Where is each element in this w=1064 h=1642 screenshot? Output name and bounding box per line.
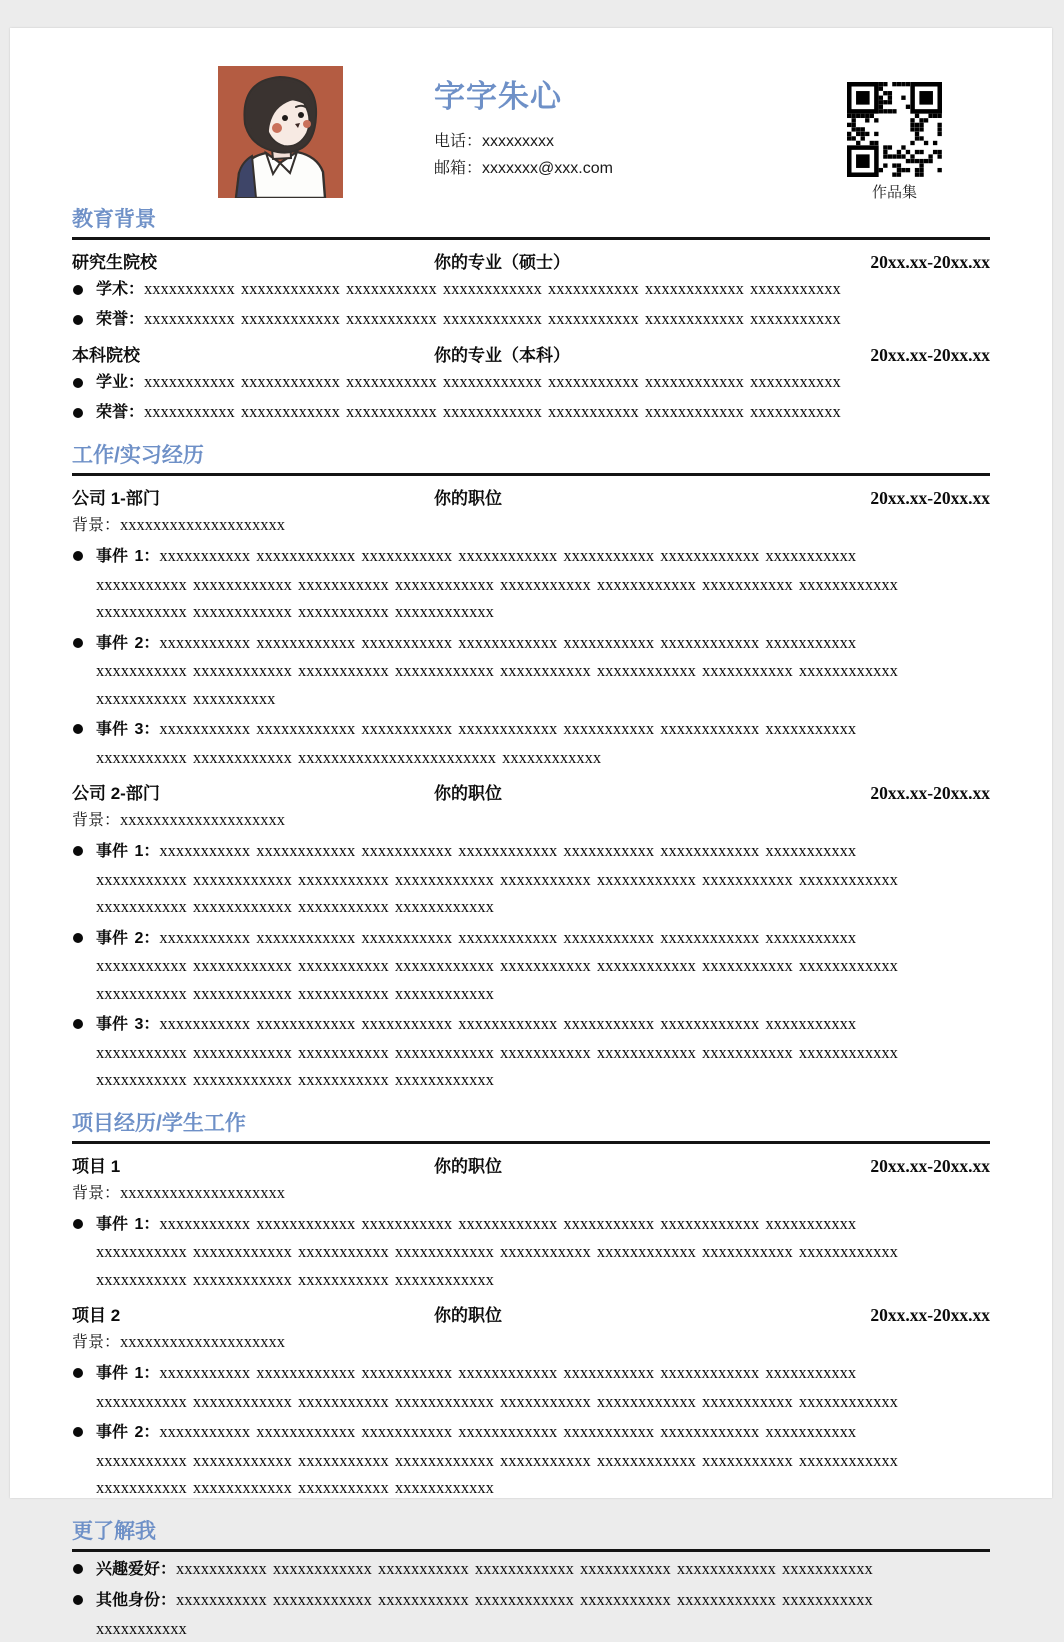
event-label: 事件 1：	[96, 1216, 159, 1233]
event-label: 事件 3：	[96, 1016, 159, 1033]
event-label: 事件 1：	[96, 1365, 159, 1382]
qr-code-icon	[847, 82, 942, 177]
education-entry-head	[72, 341, 990, 366]
major-name: 你的专业（本科）	[434, 341, 870, 366]
event-text-line: xxxxxxxxxxx xxxxxxxxxxxx xxxxxxxxxxx xxxxxxxxxxxx xxxxxxxxxxx xxxxxxxxxxxx xxxxxxxxxxx xxxxxxxxxxxx	[96, 571, 990, 599]
bullet-dot-icon	[73, 638, 83, 648]
resume-page	[10, 28, 1052, 1498]
bullet-dot-icon	[73, 1427, 83, 1437]
event-label: 事件 2：	[96, 635, 159, 652]
bullet-dot-icon	[73, 1368, 83, 1378]
phone-line	[434, 128, 613, 155]
role-name: 你的职位	[434, 484, 870, 509]
background-text: xxxxxxxxxxxxxxxxxxxx	[120, 1332, 285, 1351]
event-text-line: xxxxxxxxxxx xxxxxxxxxxxx xxxxxxxxxxx xxxxxxxxxxxx	[96, 1066, 990, 1094]
event-text: xxxxxxxxxxx xxxxxxxxxxxx xxxxxxxxxxx xxxxxxxxxxxx xxxxxxxxxxx xxxxxxxxxxxx xxxxxxxxxxx	[159, 633, 856, 652]
background-text: xxxxxxxxxxxxxxxxxxxx	[120, 810, 285, 829]
background-text: xxxxxxxxxxxxxxxxxxxx	[120, 1183, 285, 1202]
event-text: xxxxxxxxxxx xxxxxxxxxxxx xxxxxxxxxxx xxxxxxxxxxxx xxxxxxxxxxx xxxxxxxxxxxx xxxxxxxxxxx	[159, 1014, 856, 1033]
email-line	[434, 155, 613, 182]
work-entry-head	[72, 779, 990, 804]
qr-caption: 作品集	[847, 181, 942, 202]
background-line	[72, 807, 990, 834]
company-name: 公司 2-部门	[72, 779, 434, 804]
profile-photo	[218, 66, 343, 198]
background-text: xxxxxxxxxxxxxxxxxxxx	[120, 515, 285, 534]
education-bullet	[72, 399, 990, 426]
project-name: 项目 1	[72, 1152, 434, 1177]
event-label: 事件 3：	[96, 721, 159, 738]
education-bullet	[72, 369, 990, 396]
resume-content	[10, 28, 1052, 1642]
bullet-dot-icon	[73, 408, 83, 418]
bullet-dot-icon	[73, 1219, 83, 1229]
event-bullet	[72, 1010, 990, 1094]
about-label: 兴趣爱好：	[96, 1561, 176, 1578]
bullet-label: 学业：	[96, 374, 144, 391]
event-text-line: xxxxxxxxxxx xxxxxxxxxxxx xxxxxxxxxxx xxxxxxxxxxxx	[96, 980, 990, 1008]
work-entry-head	[72, 484, 990, 509]
background-line	[72, 1180, 990, 1207]
bullet-dot-icon	[73, 1564, 83, 1574]
event-text-line: xxxxxxxxxxx xxxxxxxxxxxx xxxxxxxxxxx xxxxxxxxxxxx	[96, 1474, 990, 1502]
bullet-text: xxxxxxxxxxx xxxxxxxxxxxx xxxxxxxxxxx xxxxxxxxxxxx xxxxxxxxxxx xxxxxxxxxxxx xxxxxxxxxxx	[144, 309, 841, 328]
role-name: 你的职位	[434, 1152, 870, 1177]
background-line	[72, 512, 990, 539]
bullet-text: xxxxxxxxxxx xxxxxxxxxxxx xxxxxxxxxxx xxxxxxxxxxxx xxxxxxxxxxx xxxxxxxxxxxx xxxxxxxxxxx	[144, 402, 841, 421]
event-label: 事件 1：	[96, 843, 159, 860]
company-name: 公司 1-部门	[72, 484, 434, 509]
event-text-line: xxxxxxxxxxx xxxxxxxxxx	[96, 685, 990, 713]
event-text: xxxxxxxxxxx xxxxxxxxxxxx xxxxxxxxxxx xxxxxxxxxxxx xxxxxxxxxxx xxxxxxxxxxxx xxxxxxxxxxx	[159, 1214, 856, 1233]
event-text-line: xxxxxxxxxxx xxxxxxxxxxxx xxxxxxxxxxx xxxxxxxxxxxx	[96, 598, 990, 626]
bullet-dot-icon	[73, 1019, 83, 1029]
about-label: 其他身份：	[96, 1592, 176, 1609]
event-bullet	[72, 837, 990, 921]
education-entry-head	[72, 248, 990, 273]
event-bullet	[72, 542, 990, 626]
role-name: 你的职位	[434, 779, 870, 804]
resume-header	[72, 66, 990, 190]
date-range: 20xx.xx-20xx.xx	[870, 345, 990, 366]
bullet-dot-icon	[73, 315, 83, 325]
phone-label: 电话：	[434, 133, 482, 150]
avatar-illustration-icon	[218, 66, 343, 198]
section-title-work: 工作/实习经历	[72, 439, 990, 476]
date-range: 20xx.xx-20xx.xx	[870, 252, 990, 273]
project-entry-head	[72, 1301, 990, 1326]
bullet-label: 学术：	[96, 281, 144, 298]
education-bullet	[72, 306, 990, 333]
date-range: 20xx.xx-20xx.xx	[870, 783, 990, 804]
event-text-line: xxxxxxxxxxx xxxxxxxxxxxx xxxxxxxxxxx xxxxxxxxxxxx	[96, 1266, 990, 1294]
section-title-about: 更了解我	[72, 1515, 990, 1552]
event-bullet	[72, 715, 990, 771]
about-bullet	[72, 1555, 990, 1584]
event-text: xxxxxxxxxxx xxxxxxxxxxxx xxxxxxxxxxx xxxxxxxxxxxx xxxxxxxxxxx xxxxxxxxxxxx xxxxxxxxxxx	[159, 719, 856, 738]
background-label: 背景：	[72, 517, 120, 534]
person-name: 字字朱心	[434, 80, 613, 114]
about-text-line: xxxxxxxxxxx	[96, 1615, 990, 1642]
event-text-line: xxxxxxxxxxx xxxxxxxxxxxx xxxxxxxxxxx xxxxxxxxxxxx xxxxxxxxxxx xxxxxxxxxxxx xxxxxxxxxxx xxxxxxxxxxxx	[96, 1447, 990, 1475]
portfolio-qr-block	[847, 82, 942, 202]
school-name: 本科院校	[72, 341, 434, 366]
event-bullet	[72, 629, 990, 713]
bullet-dot-icon	[73, 933, 83, 943]
bullet-dot-icon	[73, 551, 83, 561]
email-value: xxxxxxx@xxx.com	[482, 160, 613, 177]
event-bullet	[72, 1210, 990, 1294]
education-bullet	[72, 276, 990, 303]
background-label: 背景：	[72, 1185, 120, 1202]
about-bullet	[72, 1586, 990, 1642]
bullet-dot-icon	[73, 1595, 83, 1605]
event-label: 事件 2：	[96, 930, 159, 947]
event-text-line: xxxxxxxxxxx xxxxxxxxxxxx xxxxxxxxxxx xxxxxxxxxxxx xxxxxxxxxxx xxxxxxxxxxxx xxxxxxxxxxx xxxxxxxxxxxx	[96, 1388, 990, 1416]
event-text-line: xxxxxxxxxxx xxxxxxxxxxxx xxxxxxxxxxx xxxxxxxxxxxx xxxxxxxxxxx xxxxxxxxxxxx xxxxxxxxxxx xxxxxxxxxxxx	[96, 866, 990, 894]
project-name: 项目 2	[72, 1301, 434, 1326]
event-label: 事件 2：	[96, 1424, 159, 1441]
background-label: 背景：	[72, 812, 120, 829]
bullet-dot-icon	[73, 378, 83, 388]
email-label: 邮箱：	[434, 160, 482, 177]
bullet-text: xxxxxxxxxxx xxxxxxxxxxxx xxxxxxxxxxx xxxxxxxxxxxx xxxxxxxxxxx xxxxxxxxxxxx xxxxxxxxxxx	[144, 372, 841, 391]
event-text: xxxxxxxxxxx xxxxxxxxxxxx xxxxxxxxxxx xxxxxxxxxxxx xxxxxxxxxxx xxxxxxxxxxxx xxxxxxxxxxx	[159, 1422, 856, 1441]
role-name: 你的职位	[434, 1301, 870, 1326]
event-label: 事件 1：	[96, 548, 159, 565]
bullet-text: xxxxxxxxxxx xxxxxxxxxxxx xxxxxxxxxxx xxxxxxxxxxxx xxxxxxxxxxx xxxxxxxxxxxx xxxxxxxxxxx	[144, 279, 841, 298]
event-text-line: xxxxxxxxxxx xxxxxxxxxxxx xxxxxxxxxxx xxxxxxxxxxxx	[96, 893, 990, 921]
school-name: 研究生院校	[72, 248, 434, 273]
bullet-dot-icon	[73, 724, 83, 734]
event-bullet	[72, 1418, 990, 1502]
section-title-education: 教育背景	[72, 203, 990, 240]
event-text-line: xxxxxxxxxxx xxxxxxxxxxxx xxxxxxxxxxx xxxxxxxxxxxx xxxxxxxxxxx xxxxxxxxxxxx xxxxxxxxxxx xxxxxxxxxxxx	[96, 657, 990, 685]
event-text-line: xxxxxxxxxxx xxxxxxxxxxxx xxxxxxxxxxx xxxxxxxxxxxx xxxxxxxxxxx xxxxxxxxxxxx xxxxxxxxxxx xxxxxxxxxxxx	[96, 1039, 990, 1067]
event-text: xxxxxxxxxxx xxxxxxxxxxxx xxxxxxxxxxx xxxxxxxxxxxx xxxxxxxxxxx xxxxxxxxxxxx xxxxxxxxxxx	[159, 546, 856, 565]
project-entry-head	[72, 1152, 990, 1177]
bullet-dot-icon	[73, 846, 83, 856]
date-range: 20xx.xx-20xx.xx	[870, 1305, 990, 1326]
event-bullet	[72, 1359, 990, 1415]
date-range: 20xx.xx-20xx.xx	[870, 1156, 990, 1177]
section-title-projects: 项目经历/学生工作	[72, 1107, 990, 1144]
event-text: xxxxxxxxxxx xxxxxxxxxxxx xxxxxxxxxxx xxxxxxxxxxxx xxxxxxxxxxx xxxxxxxxxxxx xxxxxxxxxxx	[159, 928, 856, 947]
bullet-label: 荣誉：	[96, 404, 144, 421]
event-text: xxxxxxxxxxx xxxxxxxxxxxx xxxxxxxxxxx xxxxxxxxxxxx xxxxxxxxxxx xxxxxxxxxxxx xxxxxxxxxxx	[159, 841, 856, 860]
phone-value: xxxxxxxxx	[482, 133, 554, 150]
date-range: 20xx.xx-20xx.xx	[870, 488, 990, 509]
event-text-line: xxxxxxxxxxx xxxxxxxxxxxx xxxxxxxxxxx xxxxxxxxxxxx xxxxxxxxxxx xxxxxxxxxxxx xxxxxxxxxxx xxxxxxxxxxxx	[96, 952, 990, 980]
background-label: 背景：	[72, 1334, 120, 1351]
background-line	[72, 1329, 990, 1356]
identity-block	[434, 80, 613, 182]
major-name: 你的专业（硕士）	[434, 248, 870, 273]
bullet-label: 荣誉：	[96, 311, 144, 328]
event-text-line: xxxxxxxxxxx xxxxxxxxxxxx xxxxxxxxxxxxxxxxxxxxxxxx xxxxxxxxxxxx	[96, 744, 990, 772]
event-text-line: xxxxxxxxxxx xxxxxxxxxxxx xxxxxxxxxxx xxxxxxxxxxxx xxxxxxxxxxx xxxxxxxxxxxx xxxxxxxxxxx xxxxxxxxxxxx	[96, 1238, 990, 1266]
bullet-dot-icon	[73, 285, 83, 295]
about-text: xxxxxxxxxxx xxxxxxxxxxxx xxxxxxxxxxx xxxxxxxxxxxx xxxxxxxxxxx xxxxxxxxxxxx xxxxxxxxxxx	[176, 1559, 873, 1578]
event-bullet	[72, 924, 990, 1008]
about-text: xxxxxxxxxxx xxxxxxxxxxxx xxxxxxxxxxx xxxxxxxxxxxx xxxxxxxxxxx xxxxxxxxxxxx xxxxxxxxxxx	[176, 1590, 873, 1609]
event-text: xxxxxxxxxxx xxxxxxxxxxxx xxxxxxxxxxx xxxxxxxxxxxx xxxxxxxxxxx xxxxxxxxxxxx xxxxxxxxxxx	[159, 1363, 856, 1382]
